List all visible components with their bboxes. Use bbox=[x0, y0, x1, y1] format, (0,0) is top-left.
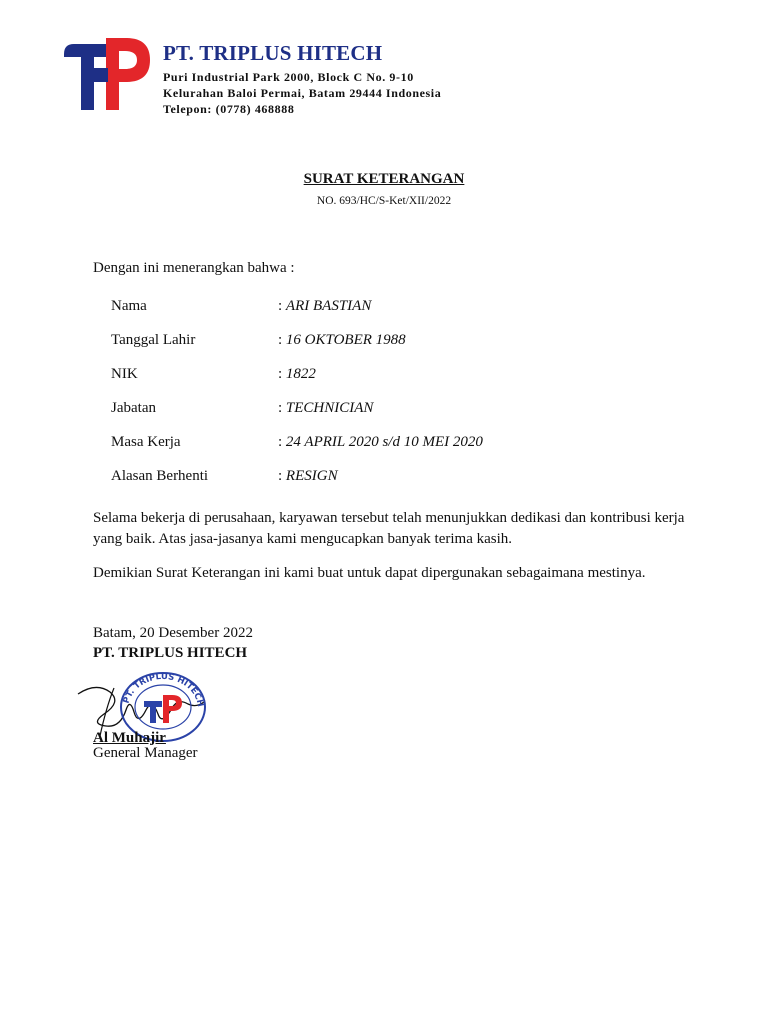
company-address-line-1: Puri Industrial Park 2000, Block C No. 9-10 bbox=[163, 70, 414, 84]
field-label-alasan-berhenti: Alasan Berhenti bbox=[111, 468, 209, 484]
field-label-nama: Nama bbox=[111, 298, 147, 314]
field-value-jabatan: : TECHNICIAN bbox=[278, 400, 374, 416]
signing-company: PT. TRIPLUS HITECH bbox=[93, 645, 248, 661]
body-paragraph: Selama bekerja di perusahaan, karyawan tersebut telah menunjukkan dedikasi dan kontribusi kerja yang baik. Atas jasa-jasanya kami mengucapkan banyak terima kasih. bbox=[93, 510, 685, 547]
signer-name: Al Muhajir bbox=[93, 730, 166, 746]
place-date: Batam, 20 Desember 2022 bbox=[93, 625, 253, 641]
field-value-masa-kerja: : 24 APRIL 2020 s/d 10 MEI 2020 bbox=[278, 434, 483, 450]
field-value-alasan-berhenti: : RESIGN bbox=[278, 468, 338, 484]
signer-title: General Manager bbox=[93, 745, 198, 761]
field-label-masa-kerja: Masa Kerja bbox=[111, 434, 181, 450]
field-value-nama: : ARI BASTIAN bbox=[278, 298, 372, 314]
field-label-jabatan: Jabatan bbox=[111, 400, 156, 416]
field-label-nik: NIK bbox=[111, 366, 138, 382]
field-value-nik: : 1822 bbox=[278, 366, 316, 382]
company-name: PT. TRIPLUS HITECH bbox=[163, 41, 383, 65]
company-address-line-2: Kelurahan Baloi Permai, Batam 29444 Indonesia bbox=[163, 86, 442, 100]
closing-paragraph: Demikian Surat Keterangan ini kami buat untuk dapat dipergunakan sebagaimana mestinya. bbox=[93, 565, 646, 581]
document-title: SURAT KETERANGAN bbox=[303, 171, 465, 187]
company-phone: Telepon: (0778) 468888 bbox=[163, 102, 295, 116]
intro-text: Dengan ini menerangkan bahwa : bbox=[93, 260, 295, 276]
company-logo bbox=[64, 38, 152, 110]
field-label-tanggal-lahir: Tanggal Lahir bbox=[111, 332, 196, 348]
document-number: NO. 693/HC/S-Ket/XII/2022 bbox=[316, 195, 452, 207]
field-value-tanggal-lahir: : 16 OKTOBER 1988 bbox=[278, 332, 406, 348]
svg-text:PT. TRIPLUS HITECH: PT. TRIPLUS HITECH bbox=[121, 671, 206, 708]
